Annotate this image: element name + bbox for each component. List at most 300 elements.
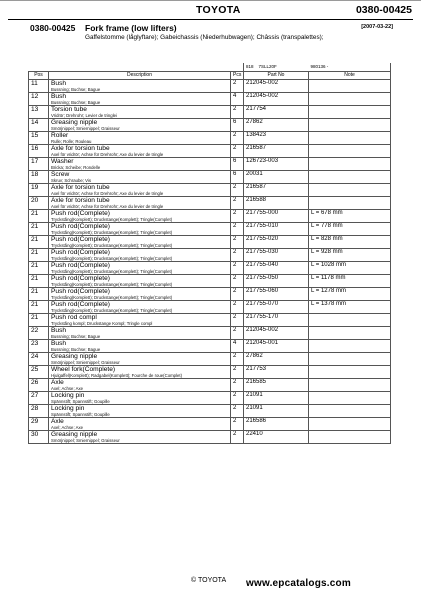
part-description: Push rod(Complete) xyxy=(51,262,111,269)
model-row xyxy=(29,63,391,72)
pos-number: 13 xyxy=(31,106,39,113)
section-date: [2007-03-22] xyxy=(361,24,393,30)
note-cell xyxy=(309,236,391,249)
table-row xyxy=(29,249,391,262)
description-cell xyxy=(49,366,231,379)
pos-cell xyxy=(29,275,49,288)
watermark-link[interactable]: www.epcatalogs.com xyxy=(246,578,351,589)
pos-number: 25 xyxy=(31,366,39,373)
description-cell xyxy=(49,353,231,366)
table-row xyxy=(29,353,391,366)
pos-cell xyxy=(29,327,49,340)
part-qty: 2 xyxy=(233,197,237,203)
part-no-cell xyxy=(244,249,309,262)
pos-cell xyxy=(29,119,49,132)
part-description: Screw xyxy=(51,171,70,178)
qty-cell xyxy=(231,288,244,301)
description-cell xyxy=(49,236,231,249)
part-qty: 2 xyxy=(233,366,237,372)
part-description: Greasing nipple xyxy=(51,353,98,360)
part-no-cell xyxy=(244,236,309,249)
part-description: Push rod(Complete) xyxy=(51,223,111,230)
part-description: Push rod(Complete) xyxy=(51,249,111,256)
part-translations: Tryckstång(Komplett); Druckstange(Komplett); Tringle(Complet) xyxy=(51,269,173,274)
table-row xyxy=(29,301,391,314)
brand-name: TOYOTA xyxy=(196,4,241,16)
part-description: Locking pin xyxy=(51,405,85,412)
table-row xyxy=(29,106,391,119)
header-rule xyxy=(8,19,413,20)
table-row xyxy=(29,80,391,93)
part-qty: 2 xyxy=(233,301,237,307)
part-qty: 2 xyxy=(233,275,237,281)
part-qty: 6 xyxy=(233,158,237,164)
description-cell xyxy=(49,184,231,197)
section-title: Fork frame (low lifters) xyxy=(85,23,177,33)
part-no-cell xyxy=(244,171,309,184)
description-cell xyxy=(49,301,231,314)
pos-cell xyxy=(29,418,49,431)
description-cell xyxy=(49,327,231,340)
part-no-cell xyxy=(244,184,309,197)
table-row xyxy=(29,184,391,197)
part-description: Washer xyxy=(51,158,74,165)
description-cell xyxy=(49,275,231,288)
part-no-cell xyxy=(244,301,309,314)
pos-cell xyxy=(29,353,49,366)
qty-cell xyxy=(231,379,244,392)
part-translations: Spännstift; Spannstift; Goupille xyxy=(51,399,110,404)
part-number: 212045-002 xyxy=(246,93,279,99)
part-number: 212045-001 xyxy=(246,340,279,346)
note-cell xyxy=(309,80,391,93)
part-description: Greasing nipple xyxy=(51,119,98,126)
qty-cell xyxy=(231,184,244,197)
table-row xyxy=(29,314,391,327)
part-number: 138423 xyxy=(246,132,267,138)
description-cell xyxy=(49,106,231,119)
note-cell xyxy=(309,379,391,392)
part-note: L = 678 mm xyxy=(311,210,343,216)
note-cell xyxy=(309,340,391,353)
note-cell xyxy=(309,301,391,314)
note-cell xyxy=(309,132,391,145)
part-no-cell xyxy=(244,275,309,288)
table-row xyxy=(29,236,391,249)
part-no-cell xyxy=(244,132,309,145)
pos-cell xyxy=(29,366,49,379)
qty-cell xyxy=(231,392,244,405)
part-qty: 4 xyxy=(233,340,237,346)
part-translations: Smörjnippel; Smiernippel; Graisseur xyxy=(51,438,120,443)
note-cell xyxy=(309,249,391,262)
qty-cell xyxy=(231,158,244,171)
part-number: 22410 xyxy=(246,431,263,437)
pos-cell xyxy=(29,132,49,145)
part-qty: 2 xyxy=(233,132,237,138)
part-number: 216587 xyxy=(246,184,267,190)
part-translations: Bussning; Buchse; Bague xyxy=(51,347,101,352)
description-cell xyxy=(49,223,231,236)
part-qty: 2 xyxy=(233,184,237,190)
note-cell xyxy=(309,327,391,340)
part-qty: 6 xyxy=(233,119,237,125)
note-cell xyxy=(309,145,391,158)
table-row xyxy=(29,93,391,106)
note-cell xyxy=(309,210,391,223)
part-translations: Tryckstång(Komplett); Druckstange(Komplett); Tringle(Complet) xyxy=(51,230,173,235)
part-translations: Axel för vridrör; Achse für Drehrohr; Axe du levier de tringle xyxy=(51,204,164,209)
part-number: 217754 xyxy=(246,106,267,112)
part-number: 216586 xyxy=(246,418,267,424)
description-cell xyxy=(49,392,231,405)
part-description: Torsion tube xyxy=(51,106,87,113)
part-number: 217755-020 xyxy=(246,236,279,242)
part-no-cell xyxy=(244,340,309,353)
pos-cell xyxy=(29,236,49,249)
part-number: 217753 xyxy=(246,366,267,372)
qty-cell xyxy=(231,197,244,210)
part-number: 217755-010 xyxy=(246,223,279,229)
part-translations: Vridrör; Drehrohr; Levier de tringlei xyxy=(51,113,117,118)
table-row xyxy=(29,262,391,275)
part-translations: Axel; Achse; Axe xyxy=(51,425,84,430)
description-cell xyxy=(49,145,231,158)
part-qty: 2 xyxy=(233,249,237,255)
qty-cell xyxy=(231,119,244,132)
pos-number: 29 xyxy=(31,418,39,425)
pos-number: 21 xyxy=(31,262,39,269)
part-note: L = 778 mm xyxy=(311,223,343,229)
pos-number: 12 xyxy=(31,93,39,100)
note-cell xyxy=(309,366,391,379)
part-no-cell xyxy=(244,379,309,392)
part-translations: Tryckstång(Komplett); Druckstange(Komplett); Tringle(Complet) xyxy=(51,295,173,300)
part-translations: Bricka; Scheibe; Rondelle xyxy=(51,165,101,170)
part-qty: 2 xyxy=(233,353,237,359)
copyright: © TOYOTA xyxy=(191,577,227,584)
part-translations: Rulle; Rolle; Rouleau xyxy=(51,139,92,144)
pos-cell xyxy=(29,301,49,314)
pos-cell xyxy=(29,106,49,119)
document-number: 0380-00425 xyxy=(355,4,412,16)
qty-cell xyxy=(231,366,244,379)
note-cell xyxy=(309,106,391,119)
qty-cell xyxy=(231,314,244,327)
part-description: Push rod(Complete) xyxy=(51,236,111,243)
part-description: Push rod(Complete) xyxy=(51,288,111,295)
qty-cell xyxy=(231,80,244,93)
pos-number: 21 xyxy=(31,223,39,230)
part-no-cell xyxy=(244,405,309,418)
part-description: Push rod(Complete) xyxy=(51,210,111,217)
pos-cell xyxy=(29,158,49,171)
model-cell: 980136 - xyxy=(309,63,391,72)
part-number: 217755-060 xyxy=(246,288,279,294)
part-qty: 2 xyxy=(233,236,237,242)
description-cell xyxy=(49,418,231,431)
pos-cell xyxy=(29,145,49,158)
part-description: Push rod compl xyxy=(51,314,97,321)
qty-cell xyxy=(231,327,244,340)
pos-number: 28 xyxy=(31,405,39,412)
part-qty: 2 xyxy=(233,418,237,424)
note-cell xyxy=(309,184,391,197)
note-cell xyxy=(309,392,391,405)
qty-cell xyxy=(231,405,244,418)
part-number: 21091 xyxy=(246,405,263,411)
note-cell xyxy=(309,275,391,288)
part-number: 217755-030 xyxy=(246,249,279,255)
qty-cell xyxy=(231,132,244,145)
qty-cell xyxy=(231,249,244,262)
part-qty: 2 xyxy=(233,379,237,385)
part-number: 27862 xyxy=(246,119,263,125)
pos-number: 21 xyxy=(31,314,39,321)
part-description: Bush xyxy=(51,93,67,100)
qty-cell xyxy=(231,106,244,119)
part-number: 212045-002 xyxy=(246,80,279,86)
note-cell xyxy=(309,353,391,366)
part-number: 217755-050 xyxy=(246,275,279,281)
part-qty: 2 xyxy=(233,210,237,216)
part-qty: 2 xyxy=(233,223,237,229)
part-translations: Hjulgaffel(Komplett); Radgabel(Komplett); Fourche de roue(Complet) xyxy=(51,373,183,378)
part-no-cell xyxy=(244,392,309,405)
part-no-cell xyxy=(244,262,309,275)
pos-number: 21 xyxy=(31,301,39,308)
col-note: Note xyxy=(309,72,391,80)
part-no-cell xyxy=(244,418,309,431)
part-translations: Smörjnippel; Smiernippel; Graisseur xyxy=(51,360,120,365)
pos-number: 14 xyxy=(31,119,39,126)
qty-cell xyxy=(231,431,244,444)
part-qty: 6 xyxy=(233,171,237,177)
part-number: 126723-003 xyxy=(246,158,279,164)
part-translations: Tryckstång(Komplett); Druckstange(Komplett); Tringle(Complet) xyxy=(51,217,173,222)
pos-number: 16 xyxy=(31,145,39,152)
part-number: 27862 xyxy=(246,353,263,359)
part-translations: Bussning; Buchse; Bague xyxy=(51,100,101,105)
pos-number: 21 xyxy=(31,249,39,256)
column-header-row xyxy=(29,72,391,80)
part-number: 217755-070 xyxy=(246,301,279,307)
part-no-cell xyxy=(244,145,309,158)
part-qty: 2 xyxy=(233,392,237,398)
note-cell xyxy=(309,223,391,236)
part-note: L = 1178 mm xyxy=(311,275,346,281)
pos-cell xyxy=(29,249,49,262)
part-qty: 2 xyxy=(233,80,237,86)
note-cell xyxy=(309,418,391,431)
table-row xyxy=(29,431,391,444)
table-row xyxy=(29,366,391,379)
part-description: Bush xyxy=(51,340,67,347)
part-translations: Tryckstång(Komplett); Druckstange(Komplett); Tringle(Complet) xyxy=(51,308,173,313)
part-no-cell xyxy=(244,366,309,379)
part-translations: Bussning; Buchse; Bague xyxy=(51,87,101,92)
part-description: Greasing nipple xyxy=(51,431,98,438)
table-row xyxy=(29,405,391,418)
part-description: Wheel fork(Complete) xyxy=(51,366,116,373)
description-cell xyxy=(49,288,231,301)
part-translations: Bussning; Buchse; Bague xyxy=(51,334,101,339)
part-description: Bush xyxy=(51,80,67,87)
table-row xyxy=(29,171,391,184)
table-row xyxy=(29,210,391,223)
part-qty: 2 xyxy=(233,431,237,437)
pos-cell xyxy=(29,171,49,184)
description-cell xyxy=(49,171,231,184)
section-code: 0380-00425 xyxy=(30,23,76,33)
pos-number: 24 xyxy=(31,353,39,360)
part-no-cell xyxy=(244,197,309,210)
table-row xyxy=(29,418,391,431)
qty-cell xyxy=(231,171,244,184)
model-cell: 818 7SLL20F xyxy=(244,63,309,72)
part-translations: Axel för vridrör; Achse für Drehrohr; Axe du levier de tringle xyxy=(51,191,164,196)
pos-cell xyxy=(29,405,49,418)
qty-cell xyxy=(231,262,244,275)
note-cell xyxy=(309,405,391,418)
description-cell xyxy=(49,93,231,106)
part-number: 21091 xyxy=(246,392,263,398)
description-cell xyxy=(49,132,231,145)
pos-cell xyxy=(29,431,49,444)
pos-number: 17 xyxy=(31,158,39,165)
part-no-cell xyxy=(244,314,309,327)
part-translations: Axel för vridrör; Achse für Drehrohr; Axe du levier de tringle xyxy=(51,152,164,157)
pos-number: 27 xyxy=(31,392,39,399)
part-translations: Tryckstång(Komplett); Druckstange(Komplett); Tringle(Complet) xyxy=(51,256,173,261)
pos-cell xyxy=(29,392,49,405)
col-qty: Pcs xyxy=(231,72,244,80)
qty-cell xyxy=(231,145,244,158)
pos-cell xyxy=(29,93,49,106)
qty-cell xyxy=(231,236,244,249)
table-row xyxy=(29,288,391,301)
description-cell xyxy=(49,340,231,353)
part-no-cell xyxy=(244,106,309,119)
pos-number: 15 xyxy=(31,132,39,139)
pos-number: 11 xyxy=(31,80,38,87)
qty-cell xyxy=(231,210,244,223)
part-no-cell xyxy=(244,223,309,236)
part-number: 217755-170 xyxy=(246,314,279,320)
col-description: Description xyxy=(49,72,231,80)
part-note: L = 828 mm xyxy=(311,236,343,242)
qty-cell xyxy=(231,93,244,106)
part-no-cell xyxy=(244,431,309,444)
note-cell xyxy=(309,158,391,171)
table-row xyxy=(29,327,391,340)
description-cell xyxy=(49,210,231,223)
part-note: L = 928 mm xyxy=(311,249,343,255)
part-no-cell xyxy=(244,93,309,106)
part-qty: 2 xyxy=(233,262,237,268)
col-part-no: Part No xyxy=(244,72,309,80)
pos-cell xyxy=(29,288,49,301)
qty-cell xyxy=(231,418,244,431)
part-description: Axle for torsion tube xyxy=(51,145,110,152)
description-cell xyxy=(49,197,231,210)
pos-cell xyxy=(29,210,49,223)
pos-cell xyxy=(29,262,49,275)
part-qty: 2 xyxy=(233,145,237,151)
part-note: L = 1378 mm xyxy=(311,301,346,307)
part-description: Axle for torsion tube xyxy=(51,197,110,204)
part-qty: 2 xyxy=(233,106,237,112)
note-cell xyxy=(309,431,391,444)
page-top-rule xyxy=(0,0,421,1)
pos-number: 22 xyxy=(31,327,39,334)
description-cell xyxy=(49,119,231,132)
qty-cell xyxy=(231,223,244,236)
description-cell xyxy=(49,158,231,171)
part-description: Axle xyxy=(51,418,64,425)
table-row xyxy=(29,145,391,158)
part-number: 217755-000 xyxy=(246,210,279,216)
pos-cell xyxy=(29,223,49,236)
table-row xyxy=(29,275,391,288)
part-number: 212045-002 xyxy=(246,327,279,333)
pos-number: 26 xyxy=(31,379,39,386)
pos-number: 30 xyxy=(31,431,39,438)
part-translations: Skruv; Schraube; Vis xyxy=(51,178,92,183)
part-no-cell xyxy=(244,210,309,223)
table-row xyxy=(29,223,391,236)
qty-cell xyxy=(231,353,244,366)
part-qty: 2 xyxy=(233,314,237,320)
part-qty: 2 xyxy=(233,327,237,333)
table-row xyxy=(29,392,391,405)
part-no-cell xyxy=(244,80,309,93)
pos-number: 21 xyxy=(31,210,39,217)
col-pos: Pos xyxy=(29,72,49,80)
table-row xyxy=(29,379,391,392)
parts-table xyxy=(28,63,391,444)
part-description: Locking pin xyxy=(51,392,85,399)
pos-number: 20 xyxy=(31,197,39,204)
part-number: 217755-040 xyxy=(246,262,279,268)
section-subtitle: Gaffelstomme (låglyftare); Gabeichassis (Niederhubwagen); Châssis (transpalettes); xyxy=(85,34,324,41)
qty-cell xyxy=(231,301,244,314)
description-cell xyxy=(49,249,231,262)
table-row xyxy=(29,132,391,145)
part-no-cell xyxy=(244,288,309,301)
note-cell xyxy=(309,262,391,275)
table-row xyxy=(29,197,391,210)
table-row xyxy=(29,340,391,353)
pos-number: 18 xyxy=(31,171,39,178)
qty-cell xyxy=(231,340,244,353)
pos-cell xyxy=(29,340,49,353)
note-cell xyxy=(309,197,391,210)
part-no-cell xyxy=(244,353,309,366)
part-description: Axle for torsion tube xyxy=(51,184,110,191)
description-cell xyxy=(49,80,231,93)
description-cell xyxy=(49,314,231,327)
part-translations: Tryckstång(Komplett); Druckstange(Komplett); Tringle(Complet) xyxy=(51,243,173,248)
part-translations: Tryckstång kompl; Druckstange Kompl; Tringle compl xyxy=(51,321,153,326)
part-note: L = 1278 mm xyxy=(311,288,346,294)
part-translations: Tryckstång(Komplett); Druckstange(Komplett); Tringle(Complet) xyxy=(51,282,173,287)
table-row xyxy=(29,158,391,171)
part-description: Axle xyxy=(51,379,64,386)
note-cell xyxy=(309,171,391,184)
part-number: 216585 xyxy=(246,379,267,385)
part-note: L = 1028 mm xyxy=(311,262,346,268)
